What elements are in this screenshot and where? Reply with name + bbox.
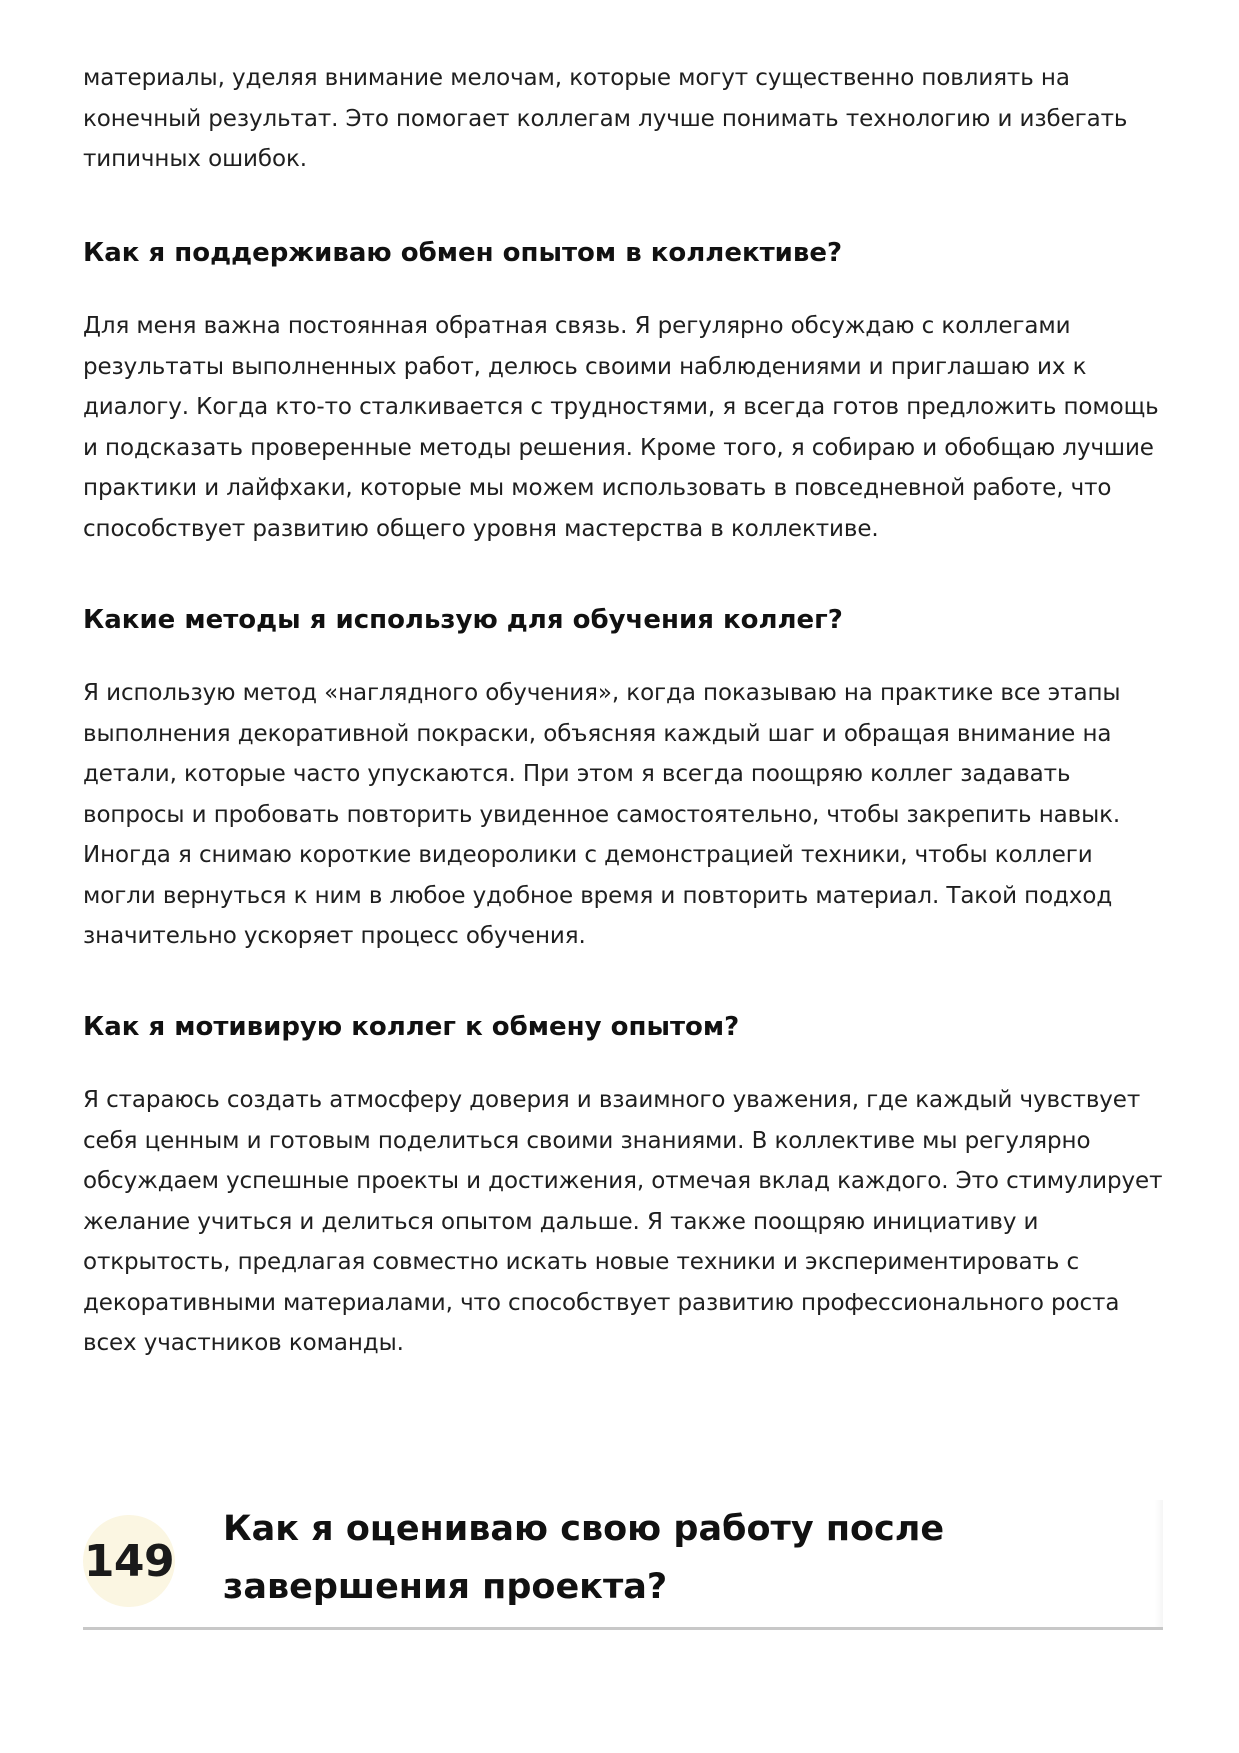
chapter-number-badge: 149 xyxy=(83,1515,175,1607)
section-heading-training-methods: Какие методы я использую для обучения коллег? xyxy=(83,605,843,635)
chapter-title: Как я оцениваю свою работу после завершения проекта? xyxy=(223,1509,945,1607)
intro-paragraph: материалы, уделяя внимание мелочам, которые могут существенно повлиять на конечный результат. Это помогает коллегам лучше понимать технологию и избегать типичных ошибок. xyxy=(83,65,1128,172)
chapter-header xyxy=(83,1500,1163,1630)
chapter-header-shade xyxy=(1155,1500,1163,1627)
section-paragraph-experience-sharing: Для меня важна постоянная обратная связь. Я регулярно обсуждаю с коллегами результаты выполненных работ, делюсь своими наблюдениями и приглашаю их к диалогу. Когда кто-то сталкивается с трудностями, я всегда готов предложить помощь и подсказать проверенные методы решения. Кроме того, я собираю и обобщаю лучшие практики и лайфхаки, которые мы можем использовать в повседневной работе, что способствует развитию общего уровня мастерства в коллективе. xyxy=(83,313,1159,542)
section-heading-motivation: Как я мотивирую коллег к обмену опытом? xyxy=(83,1012,740,1042)
section-paragraph-training-methods: Я использую метод «наглядного обучения», когда показываю на практике все этапы выполнения декоративной покраски, объясняя каждый шаг и обращая внимание на детали, которые часто упускаются. При этом я всегда поощряю коллег задавать вопросы и пробовать повторить увиденное самостоятельно, чтобы закрепить навык. Иногда я снимаю короткие видеоролики с демонстрацией техники, чтобы коллеги могли вернуться к ним в любое удобное время и повторить материал. Такой подход значительно ускоряет процесс обучения. xyxy=(83,680,1121,949)
section-paragraph-motivation: Я стараюсь создать атмосферу доверия и взаимного уважения, где каждый чувствует себя ценным и готовым поделиться своими знаниями. В коллективе мы регулярно обсуждаем успешные проекты и достижения, отмечая вклад каждого. Это стимулирует желание учиться и делиться опытом дальше. Я также поощряю инициативу и открытость, предлагая совместно искать новые техники и экспериментировать с декоративными материалами, что способствует развитию профессионального роста всех участников команды. xyxy=(83,1087,1163,1356)
section-heading-experience-sharing: Как я поддерживаю обмен опытом в коллективе? xyxy=(83,238,843,268)
